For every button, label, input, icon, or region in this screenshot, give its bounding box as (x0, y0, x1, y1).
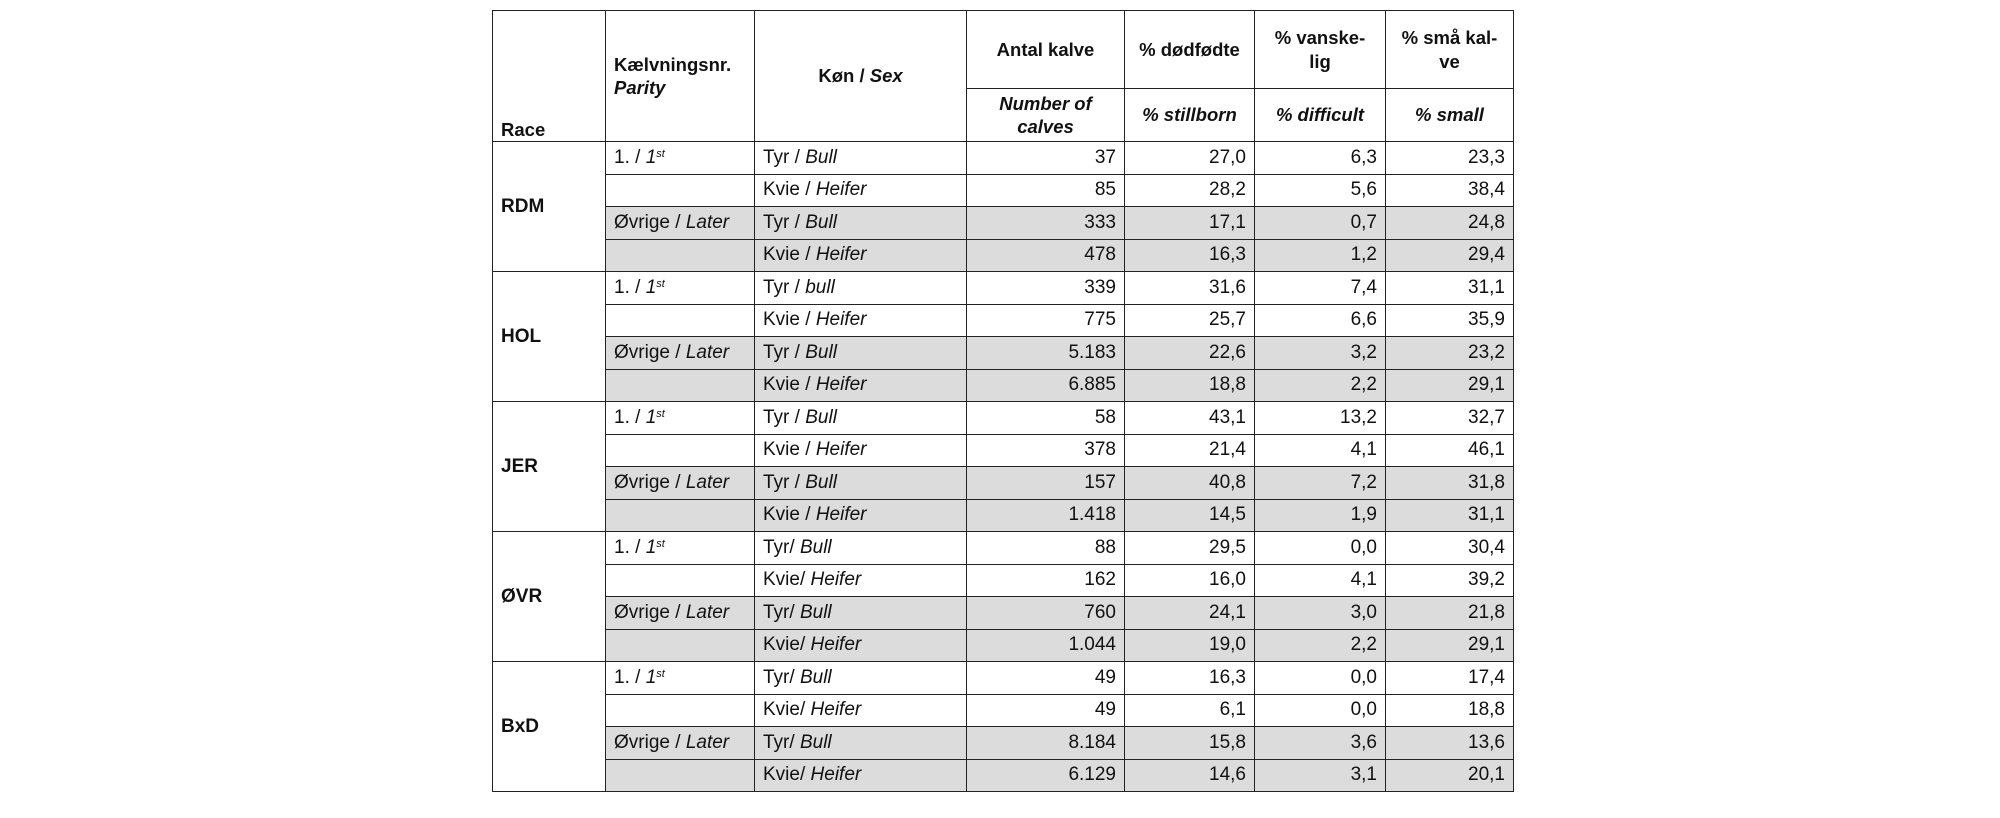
calves-count-cell: 333 (967, 207, 1125, 240)
difficult-pct-cell: 3,2 (1255, 337, 1386, 370)
table-body (493, 142, 1514, 792)
header-difficult-da: % vanske- lig (1255, 11, 1386, 89)
parity-ordinal-suffix: st (656, 277, 665, 290)
sex-en: Bull (799, 536, 832, 558)
race-cell: BxD (493, 662, 606, 792)
calves-count-cell: 162 (967, 564, 1125, 597)
small-pct-cell: 32,7 (1386, 402, 1514, 435)
calves-count-cell: 157 (967, 467, 1125, 500)
stillborn-pct-cell: 31,6 (1125, 272, 1255, 305)
parity-ordinal-suffix: st (656, 407, 665, 420)
table-row (493, 629, 1514, 662)
difficult-pct-cell: 2,2 (1255, 369, 1386, 402)
sex-cell (755, 402, 967, 435)
sex-cell (755, 759, 967, 792)
small-pct-cell: 35,9 (1386, 304, 1514, 337)
calves-count-cell: 49 (967, 662, 1125, 695)
header-difficult-en: % difficult (1255, 89, 1386, 142)
table-row (493, 142, 1514, 175)
sex-da: Kvie / (763, 244, 816, 266)
calving-table (492, 10, 1514, 792)
small-pct-cell: 21,8 (1386, 597, 1514, 630)
parity-cell (606, 532, 755, 565)
sex-en: Heifer (810, 569, 862, 591)
sex-da: Tyr / (763, 146, 806, 168)
parity-ordinal-suffix: st (656, 147, 665, 160)
parity-cell (606, 239, 755, 272)
small-pct-cell: 20,1 (1386, 759, 1514, 792)
sex-cell (755, 174, 967, 207)
table-row (493, 304, 1514, 337)
table-row (493, 532, 1514, 565)
difficult-pct-cell: 3,0 (1255, 597, 1386, 630)
header-sex-da: Køn / (818, 65, 870, 87)
sex-cell (755, 629, 967, 662)
sex-da: Kvie / (763, 504, 816, 526)
header-calves-en: Number of calves (967, 89, 1125, 142)
stillborn-pct-cell: 19,0 (1125, 629, 1255, 662)
calves-count-cell: 478 (967, 239, 1125, 272)
header-parity (606, 11, 755, 142)
sex-cell (755, 597, 967, 630)
table-row (493, 207, 1514, 240)
parity-cell (606, 337, 755, 370)
sex-cell (755, 564, 967, 597)
sex-da: Tyr / (763, 276, 806, 298)
difficult-pct-cell: 5,6 (1255, 174, 1386, 207)
sex-en: Heifer (810, 699, 862, 721)
table-row (493, 564, 1514, 597)
difficult-pct-cell: 7,4 (1255, 272, 1386, 305)
small-pct-cell: 17,4 (1386, 662, 1514, 695)
small-pct-cell: 39,2 (1386, 564, 1514, 597)
sex-da: Kvie/ (763, 634, 811, 656)
sex-en: Bull (799, 666, 832, 688)
sex-da: Kvie / (763, 179, 816, 201)
parity-cell (606, 564, 755, 597)
parity-da: 1. / (614, 276, 646, 298)
table-row (493, 402, 1514, 435)
sex-cell (755, 207, 967, 240)
stillborn-pct-cell: 25,7 (1125, 304, 1255, 337)
sex-cell (755, 369, 967, 402)
header-parity-en: Parity (614, 77, 666, 98)
parity-cell (606, 662, 755, 695)
sex-da: Tyr / (763, 341, 806, 363)
sex-en: Heifer (815, 439, 867, 461)
header-small-da: % små kal- ve (1386, 11, 1514, 89)
parity-cell (606, 369, 755, 402)
table-row (493, 337, 1514, 370)
calves-count-cell: 58 (967, 402, 1125, 435)
header-small-en: % small (1386, 89, 1514, 142)
calves-count-cell: 5.183 (967, 337, 1125, 370)
small-pct-cell: 46,1 (1386, 434, 1514, 467)
small-pct-cell: 31,8 (1386, 467, 1514, 500)
small-pct-cell: 31,1 (1386, 272, 1514, 305)
small-pct-cell: 18,8 (1386, 694, 1514, 727)
sex-cell (755, 239, 967, 272)
sex-en: Heifer (815, 374, 867, 396)
parity-cell (606, 304, 755, 337)
sex-da: Tyr/ (763, 536, 800, 558)
calves-count-cell: 85 (967, 174, 1125, 207)
race-cell: JER (493, 402, 606, 532)
sex-da: Tyr/ (763, 731, 800, 753)
parity-cell (606, 629, 755, 662)
sex-en: Bull (805, 406, 837, 428)
parity-ordinal-suffix: st (656, 667, 665, 680)
parity-da: 1. / (614, 406, 646, 428)
sex-cell (755, 727, 967, 760)
parity-da: Øvrige / (614, 471, 686, 493)
sex-cell (755, 142, 967, 175)
table-row (493, 694, 1514, 727)
difficult-pct-cell: 0,0 (1255, 694, 1386, 727)
small-pct-cell: 24,8 (1386, 207, 1514, 240)
calves-count-cell: 6.885 (967, 369, 1125, 402)
difficult-pct-cell: 0,7 (1255, 207, 1386, 240)
sex-cell (755, 532, 967, 565)
table-row (493, 597, 1514, 630)
parity-cell (606, 597, 755, 630)
calves-count-cell: 760 (967, 597, 1125, 630)
difficult-pct-cell: 13,2 (1255, 402, 1386, 435)
stillborn-pct-cell: 14,6 (1125, 759, 1255, 792)
parity-cell (606, 402, 755, 435)
table-row (493, 467, 1514, 500)
small-pct-cell: 29,1 (1386, 629, 1514, 662)
sex-cell (755, 272, 967, 305)
stillborn-pct-cell: 16,3 (1125, 239, 1255, 272)
parity-cell (606, 694, 755, 727)
parity-en: Later (685, 471, 730, 493)
parity-da: 1. / (614, 146, 646, 168)
header-race: Race (493, 11, 606, 142)
stillborn-pct-cell: 27,0 (1125, 142, 1255, 175)
sex-en: Heifer (815, 309, 867, 331)
stillborn-pct-cell: 40,8 (1125, 467, 1255, 500)
stillborn-pct-cell: 21,4 (1125, 434, 1255, 467)
calves-count-cell: 1.418 (967, 499, 1125, 532)
difficult-pct-cell: 1,2 (1255, 239, 1386, 272)
stillborn-pct-cell: 17,1 (1125, 207, 1255, 240)
table-row (493, 434, 1514, 467)
difficult-pct-cell: 3,1 (1255, 759, 1386, 792)
difficult-pct-cell: 0,0 (1255, 532, 1386, 565)
parity-cell (606, 434, 755, 467)
race-cell: ØVR (493, 532, 606, 662)
table-row (493, 759, 1514, 792)
stillborn-pct-cell: 24,1 (1125, 597, 1255, 630)
table-header (493, 11, 1514, 142)
small-pct-cell: 23,2 (1386, 337, 1514, 370)
calves-count-cell: 1.044 (967, 629, 1125, 662)
table-row (493, 239, 1514, 272)
calves-count-cell: 37 (967, 142, 1125, 175)
parity-da: 1. / (614, 666, 646, 688)
parity-da: Øvrige / (614, 211, 686, 233)
difficult-pct-cell: 4,1 (1255, 564, 1386, 597)
calves-count-cell: 339 (967, 272, 1125, 305)
sex-da: Tyr / (763, 471, 806, 493)
sex-en: Heifer (815, 504, 867, 526)
difficult-pct-cell: 7,2 (1255, 467, 1386, 500)
sex-da: Kvie / (763, 374, 816, 396)
difficult-pct-cell: 6,6 (1255, 304, 1386, 337)
sex-cell (755, 467, 967, 500)
calves-count-cell: 378 (967, 434, 1125, 467)
table-row (493, 272, 1514, 305)
small-pct-cell: 29,4 (1386, 239, 1514, 272)
header-sex-en: Sex (869, 65, 903, 87)
sex-en: Heifer (815, 244, 867, 266)
stillborn-pct-cell: 6,1 (1125, 694, 1255, 727)
parity-en: Later (685, 211, 730, 233)
small-pct-cell: 23,3 (1386, 142, 1514, 175)
calves-count-cell: 8.184 (967, 727, 1125, 760)
parity-da: Øvrige / (614, 731, 686, 753)
sex-en: Heifer (810, 764, 862, 786)
table-row (493, 369, 1514, 402)
stillborn-pct-cell: 18,8 (1125, 369, 1255, 402)
parity-cell (606, 142, 755, 175)
table-row (493, 662, 1514, 695)
sex-da: Tyr/ (763, 601, 800, 623)
parity-en: 1 (645, 666, 657, 688)
small-pct-cell: 29,1 (1386, 369, 1514, 402)
sex-cell (755, 694, 967, 727)
sex-en: bull (805, 276, 835, 298)
sex-en: Bull (799, 731, 832, 753)
parity-en: Later (685, 601, 730, 623)
parity-cell (606, 174, 755, 207)
parity-en: 1 (645, 146, 657, 168)
parity-cell (606, 727, 755, 760)
race-cell: RDM (493, 142, 606, 272)
sex-da: Tyr/ (763, 666, 800, 688)
parity-en: 1 (645, 276, 657, 298)
sex-da: Tyr / (763, 211, 806, 233)
stillborn-pct-cell: 28,2 (1125, 174, 1255, 207)
table-row (493, 174, 1514, 207)
sex-da: Kvie/ (763, 569, 811, 591)
parity-cell (606, 759, 755, 792)
sex-da: Kvie / (763, 439, 816, 461)
sex-da: Tyr / (763, 406, 806, 428)
sex-da: Kvie/ (763, 764, 811, 786)
stillborn-pct-cell: 14,5 (1125, 499, 1255, 532)
header-stillborn-en: % stillborn (1125, 89, 1255, 142)
sex-en: Heifer (815, 179, 867, 201)
stillborn-pct-cell: 15,8 (1125, 727, 1255, 760)
parity-cell (606, 272, 755, 305)
sex-en: Bull (805, 146, 837, 168)
parity-da: Øvrige / (614, 601, 686, 623)
table-row (493, 727, 1514, 760)
header-sex (755, 11, 967, 142)
sex-cell (755, 434, 967, 467)
stillborn-pct-cell: 29,5 (1125, 532, 1255, 565)
header-calves-da: Antal kalve (967, 11, 1125, 89)
sex-en: Bull (805, 211, 837, 233)
parity-da: Øvrige / (614, 341, 686, 363)
small-pct-cell: 13,6 (1386, 727, 1514, 760)
difficult-pct-cell: 3,6 (1255, 727, 1386, 760)
header-stillborn-da: % dødfødte (1125, 11, 1255, 89)
difficult-pct-cell: 6,3 (1255, 142, 1386, 175)
parity-cell (606, 467, 755, 500)
sex-en: Heifer (810, 634, 862, 656)
parity-ordinal-suffix: st (656, 537, 665, 550)
sex-cell (755, 662, 967, 695)
sex-da: Kvie/ (763, 699, 811, 721)
stillborn-pct-cell: 43,1 (1125, 402, 1255, 435)
stillborn-pct-cell: 16,3 (1125, 662, 1255, 695)
calves-count-cell: 6.129 (967, 759, 1125, 792)
sex-en: Bull (805, 471, 837, 493)
sex-en: Bull (805, 341, 837, 363)
small-pct-cell: 31,1 (1386, 499, 1514, 532)
parity-da: 1. / (614, 536, 646, 558)
small-pct-cell: 38,4 (1386, 174, 1514, 207)
sex-cell (755, 304, 967, 337)
parity-en: 1 (645, 536, 657, 558)
sex-da: Kvie / (763, 309, 816, 331)
difficult-pct-cell: 4,1 (1255, 434, 1386, 467)
sex-cell (755, 499, 967, 532)
sex-cell (755, 337, 967, 370)
difficult-pct-cell: 2,2 (1255, 629, 1386, 662)
parity-cell (606, 207, 755, 240)
calves-count-cell: 49 (967, 694, 1125, 727)
race-cell: HOL (493, 272, 606, 402)
small-pct-cell: 30,4 (1386, 532, 1514, 565)
parity-en: Later (685, 731, 730, 753)
difficult-pct-cell: 1,9 (1255, 499, 1386, 532)
parity-cell (606, 499, 755, 532)
parity-en: Later (685, 341, 730, 363)
difficult-pct-cell: 0,0 (1255, 662, 1386, 695)
stillborn-pct-cell: 16,0 (1125, 564, 1255, 597)
parity-en: 1 (645, 406, 657, 428)
header-parity-da: Kælvningsnr. (614, 53, 732, 75)
calves-count-cell: 775 (967, 304, 1125, 337)
table-row (493, 499, 1514, 532)
sex-en: Bull (799, 601, 832, 623)
calves-count-cell: 88 (967, 532, 1125, 565)
stillborn-pct-cell: 22,6 (1125, 337, 1255, 370)
